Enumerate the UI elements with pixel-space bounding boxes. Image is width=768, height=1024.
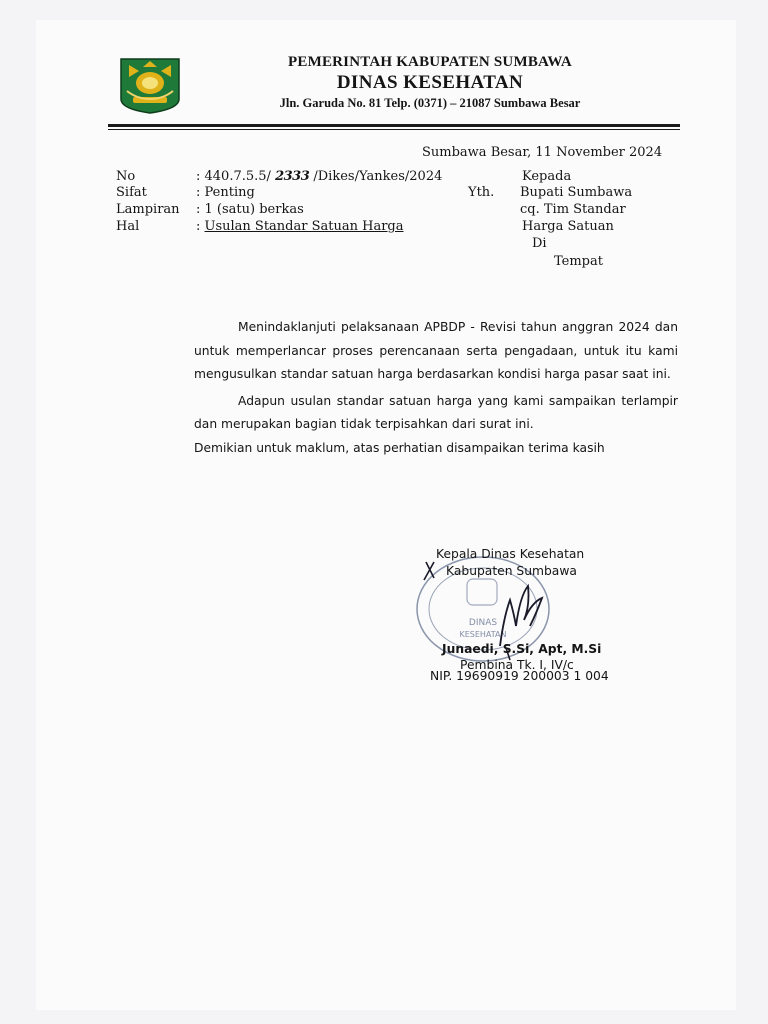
signatory-title-1: Kepala Dinas Kesehatan (436, 547, 585, 561)
recipient-line3: Harga Satuan (522, 219, 614, 234)
letterhead-rule-thick (108, 124, 680, 127)
letterhead-agency: DINAS KESEHATAN (336, 72, 524, 93)
letterhead-rule-thin (108, 129, 680, 130)
subject-colon: : (196, 219, 205, 234)
stamp-inner-line1: DINAS (468, 618, 498, 628)
meta-value-hal (196, 218, 403, 235)
letterhead-government: PEMERINTAH KABUPATEN SUMBAWA (288, 54, 572, 70)
recipient-di: Di (532, 236, 547, 251)
signatory-name: Junaedi, S.Si, Apt, M.Si (442, 642, 602, 656)
meta-label-no: No (116, 169, 136, 184)
recipient-kepada: Kepada (522, 169, 572, 184)
recipient-line1: Bupati Sumbawa (520, 185, 633, 200)
signatory-rank: Pembina Tk. I, IV/c (460, 658, 574, 672)
meta-label-hal: Hal (116, 219, 140, 234)
meta-value-no (196, 168, 442, 185)
meta-label-sifat: Sifat (116, 185, 147, 200)
signatory-title-2: Kabupaten Sumbawa (446, 564, 577, 578)
letterhead (190, 53, 670, 113)
letter-number-suffix: /Dikes/Yankes/2024 (309, 169, 443, 184)
body-paragraph-1: Menindaklanjuti pelaksanaan APBDP - Revisi tahun anggran 2024 dan untuk memperlancar proses perencanaan serta pengadaan, untuk itu kami mengusulkan standar satuan harga berdasarkan kondisi harga pasar saat ini. (194, 320, 678, 381)
signatory-nip: NIP. 19690919 200003 1 004 (430, 669, 609, 683)
meta-value-sifat: : Penting (196, 185, 255, 200)
body-paragraph-3: Demikian untuk maklum, atas perhatian disampaikan terima kasih (194, 440, 605, 455)
body-paragraph-2: Adapun usulan standar satuan harga yang kami sampaikan terlampir dan merupakan bagian tidak terpisahkan dari surat ini. (194, 393, 678, 431)
subject-text: Usulan Standar Satuan Harga (204, 219, 404, 234)
meta-value-lampiran: : 1 (satu) berkas (196, 202, 304, 217)
sumbawa-coat-of-arms-logo (117, 55, 183, 115)
recipient-yth: Yth. (468, 185, 495, 200)
recipient-line2: cq. Tim Standar (520, 202, 626, 217)
stamp-inner-line2: KESEHATAN (459, 630, 507, 639)
recipient-tempat: Tempat (554, 254, 603, 269)
letter-number-handwritten: 2333 (275, 169, 310, 184)
letterhead-address: Jln. Garuda No. 81 Telp. (0371) – 21087 Sumbawa Besar (279, 96, 581, 110)
place-date: Sumbawa Besar, 11 November 2024 (422, 145, 663, 160)
meta-label-lampiran: Lampiran (116, 202, 180, 217)
letter-body (194, 316, 678, 460)
letter-number-prefix: : 440.7.5.5/ (196, 169, 276, 184)
